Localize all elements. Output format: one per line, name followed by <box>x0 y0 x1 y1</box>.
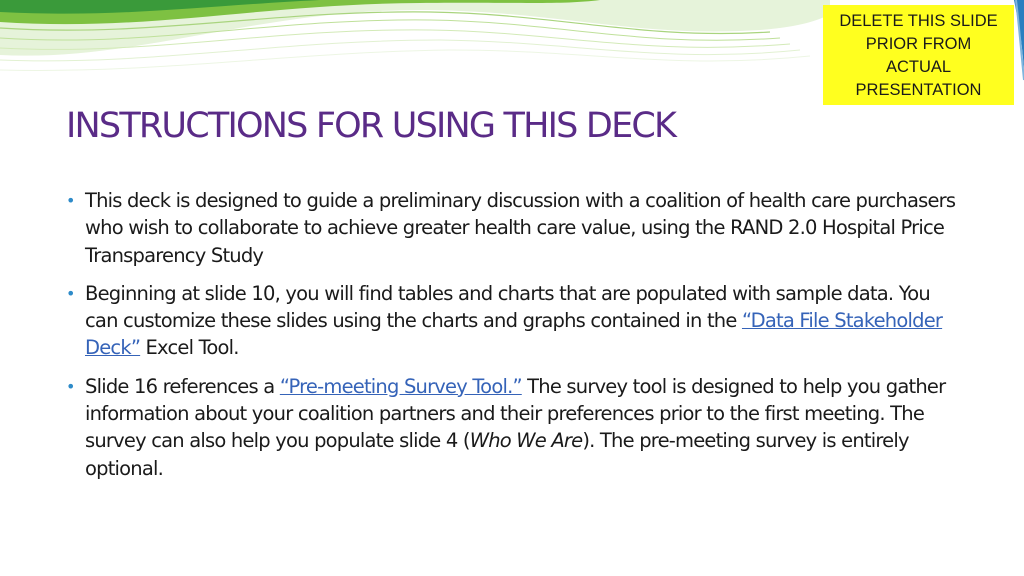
bullet-italic-text: Who We Are <box>469 429 583 453</box>
bullet-dot-icon: • <box>66 376 75 396</box>
bullet-text: The survey tool is designed to help you gather information about your coalition partners and their preferences prior to the first meeting. The survey can also help you populate slide 4 ( <box>85 374 946 453</box>
data-file-stakeholder-deck-link[interactable]: “Data File Stakeholder Deck” <box>85 309 943 360</box>
bullet-item <box>66 187 966 269</box>
note-line: PRIOR FROM <box>865 35 972 53</box>
note-line: PRESENTATION <box>855 81 982 99</box>
note-line: ACTUAL <box>885 58 952 76</box>
bullet-text: ). The pre-meeting survey is entirely optional. <box>85 429 909 480</box>
bullet-text: This deck is designed to guide a preliminary discussion with a coalition of health care purchasers who wish to collaborate to achieve greater health care value, using the RAND 2.0 Hospital Price Transparency Study <box>85 189 956 267</box>
delete-slide-note <box>823 5 1014 105</box>
bullet-text: Beginning at slide 10, you will find tables and charts that are populated with sample data. You can customize these slides using the charts and graphs contained in the <box>85 281 930 333</box>
bullet-item <box>66 373 966 482</box>
bullet-text: Slide 16 references a <box>85 374 280 398</box>
bullet-text: Excel Tool. <box>140 336 239 360</box>
bullet-list <box>66 187 966 493</box>
bullet-dot-icon: • <box>66 191 75 210</box>
pre-meeting-survey-tool-link[interactable]: “Pre-meeting Survey Tool.” <box>279 374 522 398</box>
bullet-dot-icon: • <box>66 283 75 303</box>
note-line: DELETE THIS SLIDE <box>839 12 998 30</box>
slide-title: INSTRUCTIONS FOR USING THIS DECK <box>66 106 676 146</box>
bullet-item <box>66 280 966 362</box>
